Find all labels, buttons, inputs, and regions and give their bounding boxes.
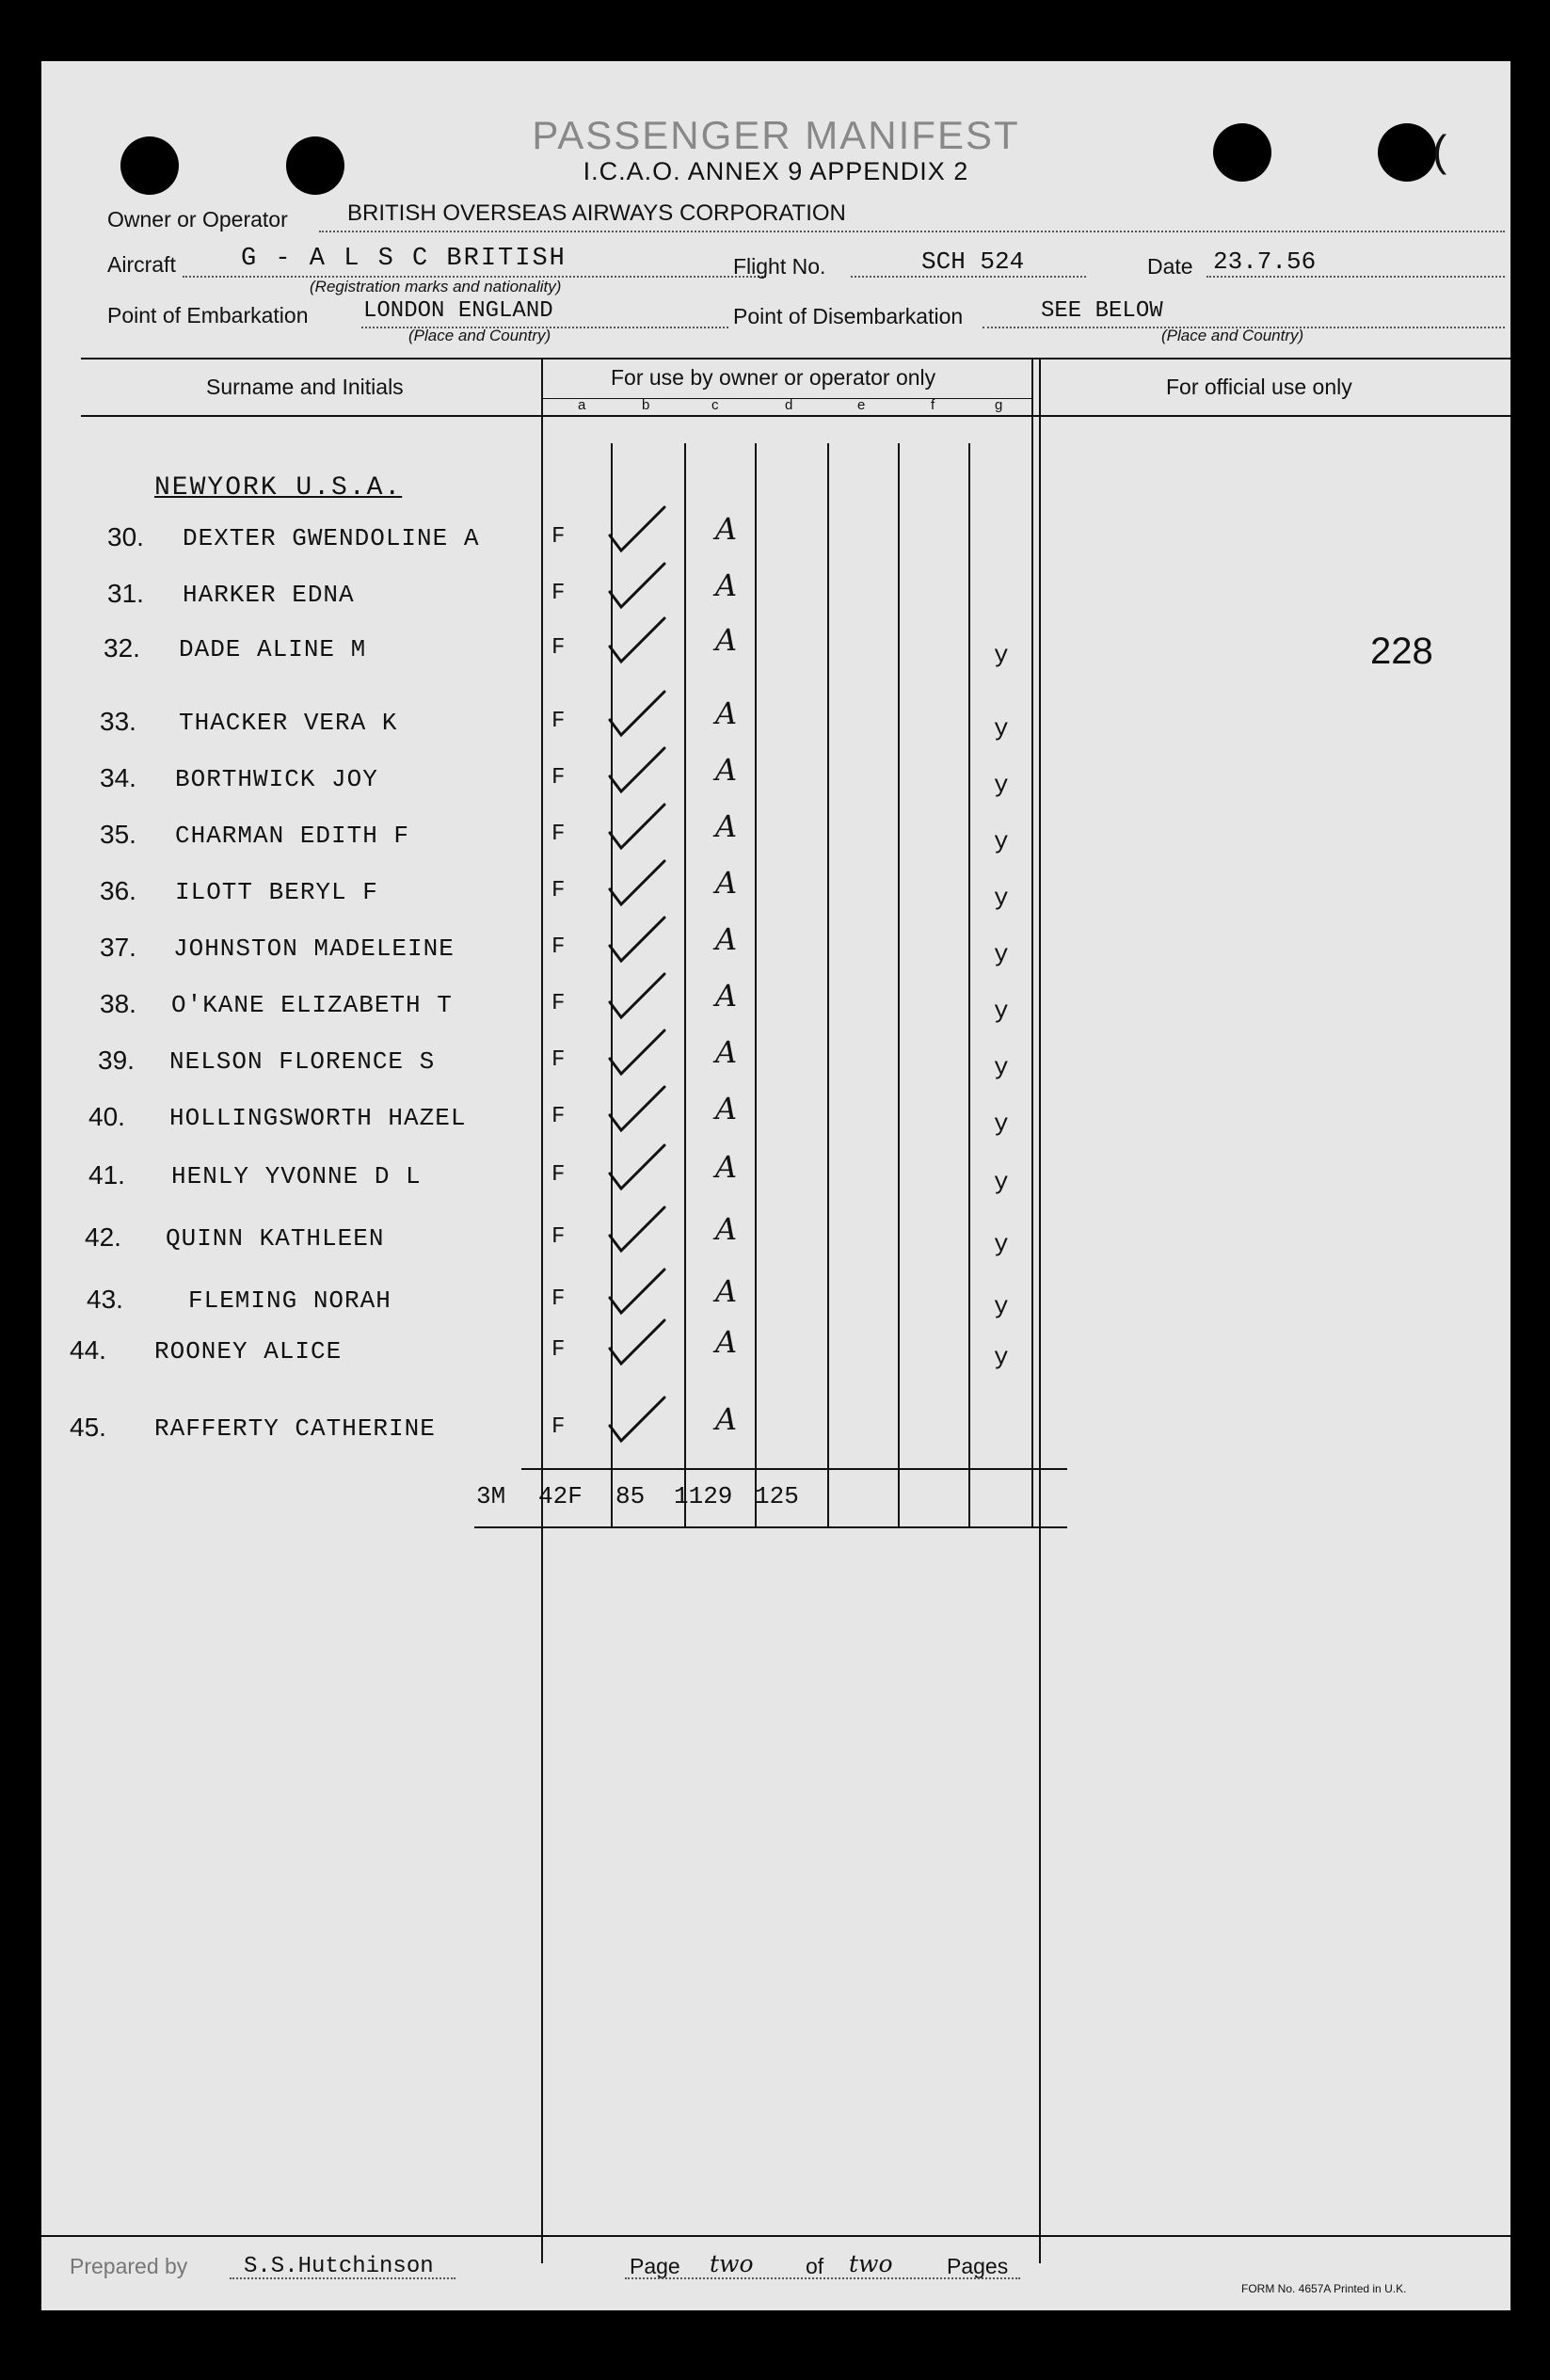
date-label: Date	[1147, 254, 1193, 279]
official-number: 228	[1370, 631, 1433, 672]
row-col-c: A	[715, 1149, 738, 1185]
check-icon	[606, 503, 672, 556]
column-header-surname: Surname and Initials	[206, 375, 404, 399]
embarkation-value: LONDON ENGLAND	[363, 298, 553, 324]
row-col-a: F	[551, 822, 566, 847]
passenger-name: DADE ALINE M	[179, 635, 367, 663]
check-icon	[606, 744, 672, 797]
row-number: 39.	[98, 1046, 135, 1075]
subcol-a: a	[578, 397, 586, 413]
row-col-c: A	[715, 1273, 738, 1309]
flight-value: SCH 524	[921, 248, 1025, 276]
passenger-name: NELSON FLORENCE S	[169, 1047, 436, 1076]
prepared-by-value: S.S.Hutchinson	[244, 2254, 434, 2279]
row-col-a: F	[551, 1286, 566, 1312]
passenger-name: BORTHWICK JOY	[175, 765, 378, 793]
total-m: 3M	[476, 1482, 506, 1510]
row-col-c: A	[715, 921, 738, 957]
row-col-c: A	[715, 511, 738, 547]
row-col-a: F	[551, 524, 566, 550]
check-icon	[606, 1204, 672, 1256]
disembarkation-label: Point of Disembarkation	[733, 304, 964, 328]
row-col-a: F	[551, 765, 566, 791]
subcol-c: c	[711, 397, 719, 413]
passenger-name: FLEMING NORAH	[188, 1286, 391, 1315]
row-col-c: A	[715, 1034, 738, 1070]
total-c: 1129	[674, 1482, 733, 1510]
row-col-g: y	[994, 940, 1009, 968]
row-col-a: F	[551, 1104, 566, 1129]
row-col-c: A	[715, 752, 738, 788]
row-number: 40.	[88, 1102, 125, 1131]
row-col-g: y	[994, 771, 1009, 799]
registration-caption: (Registration marks and nationality)	[310, 278, 562, 296]
subcol-e: e	[857, 397, 866, 413]
aircraft-value: G - A L S C BRITISH	[241, 245, 567, 273]
total-b: 85	[615, 1482, 646, 1510]
row-col-g: y	[994, 1292, 1009, 1320]
of-label: of	[806, 2254, 824, 2278]
row-number: 42.	[85, 1222, 121, 1252]
passenger-name: ILOTT BERYL F	[175, 878, 378, 906]
row-col-g: y	[994, 641, 1009, 669]
row-col-a: F	[551, 709, 566, 734]
row-number: 41.	[88, 1160, 125, 1190]
column-header-owner: For use by owner or operator only	[611, 365, 936, 390]
check-icon	[606, 1317, 672, 1369]
row-col-a: F	[551, 1414, 566, 1440]
row-col-c: A	[715, 622, 738, 658]
prepared-by-label: Prepared by	[70, 2254, 188, 2278]
row-col-c: A	[715, 695, 738, 731]
row-col-g: y	[994, 1343, 1009, 1371]
check-icon	[606, 615, 672, 667]
row-col-g: y	[994, 997, 1009, 1025]
check-icon	[606, 1083, 672, 1136]
pages-label: Pages	[947, 2254, 1009, 2278]
row-col-a: F	[551, 934, 566, 960]
passenger-name: O'KANE ELIZABETH T	[171, 991, 453, 1019]
row-col-g: y	[994, 1053, 1009, 1081]
passenger-name: JOHNSTON MADELEINE	[173, 934, 455, 963]
check-icon	[606, 560, 672, 613]
row-col-c: A	[715, 1211, 738, 1247]
row-number: 35.	[100, 820, 136, 849]
row-number: 33.	[100, 707, 136, 736]
disembarkation-value: SEE BELOW	[1041, 298, 1163, 324]
embarkation-label: Point of Embarkation	[107, 303, 309, 327]
subcol-g: g	[995, 397, 1003, 413]
row-col-c: A	[715, 567, 738, 603]
page-total: two	[849, 2250, 893, 2277]
row-col-g: y	[994, 884, 1009, 912]
row-number: 45.	[70, 1413, 106, 1442]
row-number: 38.	[100, 989, 136, 1018]
check-icon	[606, 688, 672, 741]
passenger-name: THACKER VERA K	[179, 709, 398, 737]
row-col-c: A	[715, 865, 738, 901]
row-col-a: F	[551, 1337, 566, 1363]
corner-mark: (	[1432, 126, 1447, 175]
row-col-c: A	[715, 978, 738, 1014]
total-d: 125	[755, 1482, 799, 1510]
form-subtitle: I.C.A.O. ANNEX 9 APPENDIX 2	[583, 157, 969, 185]
aircraft-label: Aircraft	[107, 252, 176, 277]
row-col-a: F	[551, 581, 566, 606]
subcol-f: f	[931, 397, 935, 413]
passenger-name: HARKER EDNA	[183, 581, 355, 609]
row-col-c: A	[715, 1324, 738, 1360]
row-number: 37.	[100, 933, 136, 962]
row-number: 34.	[100, 763, 136, 792]
destination-heading: NEWYORK U.S.A.	[154, 473, 403, 503]
row-number: 36.	[100, 876, 136, 905]
check-icon	[606, 801, 672, 854]
row-number: 32.	[104, 633, 140, 663]
row-col-g: y	[994, 827, 1009, 855]
passenger-name: RAFFERTY CATHERINE	[154, 1414, 436, 1443]
check-icon	[606, 914, 672, 966]
row-col-c: A	[715, 1091, 738, 1126]
subcol-b: b	[642, 397, 650, 413]
disembarkation-caption: (Place and Country)	[1161, 327, 1304, 344]
date-value: 23.7.56	[1213, 248, 1317, 276]
row-number: 31.	[107, 579, 144, 608]
row-number: 44.	[70, 1335, 106, 1365]
row-col-a: F	[551, 1224, 566, 1250]
owner-label: Owner or Operator	[107, 207, 288, 232]
check-icon	[606, 1266, 672, 1318]
flight-label: Flight No.	[733, 254, 826, 279]
check-icon	[606, 1394, 672, 1446]
form-title: PASSENGER MANIFEST	[532, 113, 1020, 157]
check-icon	[606, 970, 672, 1023]
subcol-d: d	[785, 397, 793, 413]
passenger-name: ROONEY ALICE	[154, 1337, 343, 1366]
row-col-a: F	[551, 1162, 566, 1188]
check-icon	[606, 1142, 672, 1194]
row-col-c: A	[715, 808, 738, 844]
column-header-official: For official use only	[1166, 375, 1352, 399]
owner-value: BRITISH OVERSEAS AIRWAYS CORPORATION	[347, 200, 846, 226]
passenger-name: HOLLINGSWORTH HAZEL	[169, 1104, 467, 1132]
row-col-g: y	[994, 714, 1009, 743]
row-col-a: F	[551, 991, 566, 1016]
passenger-name: CHARMAN EDITH F	[175, 822, 410, 850]
row-number: 30.	[107, 522, 144, 551]
row-col-g: y	[994, 1230, 1009, 1258]
row-col-a: F	[551, 635, 566, 661]
page-number: two	[710, 2250, 754, 2277]
total-a: 42F	[538, 1482, 583, 1510]
page-label: Page	[630, 2254, 680, 2278]
row-number: 43.	[87, 1285, 123, 1314]
row-col-c: A	[715, 1401, 738, 1437]
row-col-a: F	[551, 1047, 566, 1073]
passenger-name: DEXTER GWENDOLINE A	[183, 524, 480, 552]
embarkation-caption: (Place and Country)	[408, 327, 551, 344]
passenger-name: HENLY YVONNE D L	[171, 1162, 422, 1190]
manifest-sheet	[41, 61, 1510, 2310]
check-icon	[606, 1027, 672, 1079]
check-icon	[606, 857, 672, 910]
row-col-a: F	[551, 878, 566, 903]
row-col-g: y	[994, 1168, 1009, 1196]
form-number: FORM No. 4657A Printed in U.K.	[1241, 2282, 1407, 2295]
row-col-g: y	[994, 1110, 1009, 1138]
passenger-name: QUINN KATHLEEN	[166, 1224, 385, 1253]
